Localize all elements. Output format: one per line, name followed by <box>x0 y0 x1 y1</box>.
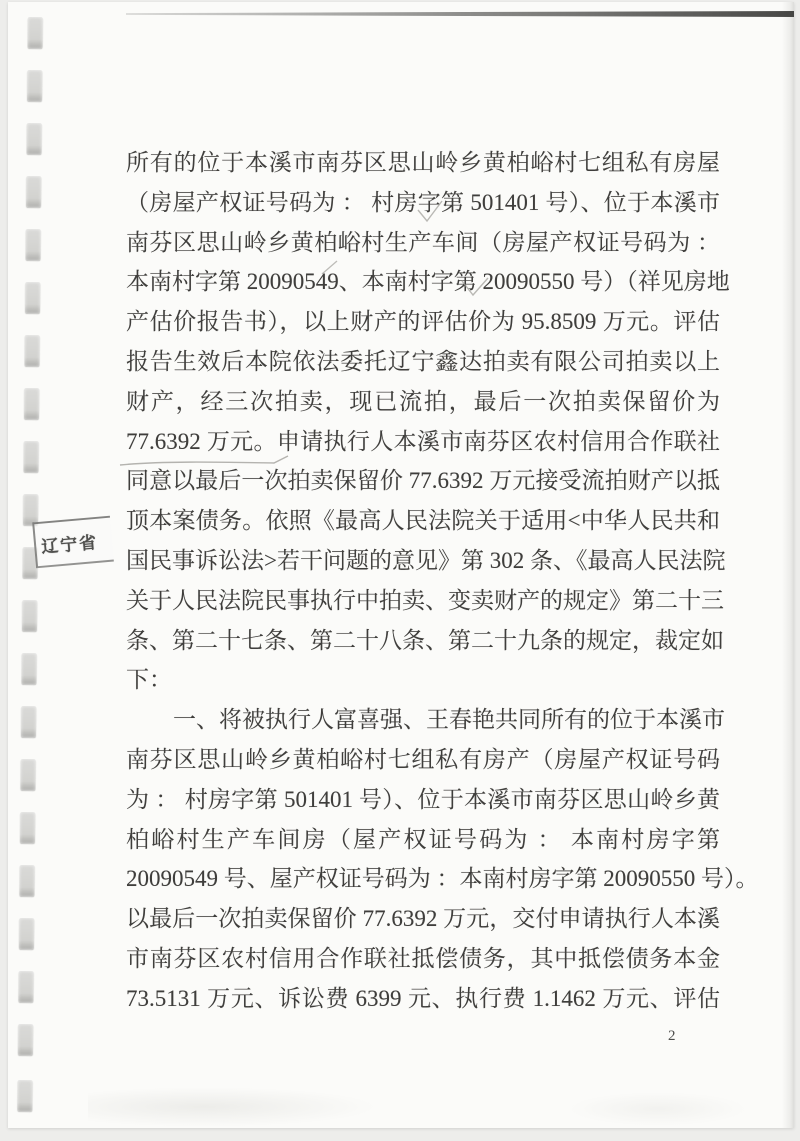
text-line: 同意以最后一次拍卖保留价 77.6392 万元接受流拍财产以抵 <box>126 468 720 494</box>
province-stamp-text: 辽宁省 <box>40 532 99 557</box>
scan-smudge <box>568 1092 748 1126</box>
text-line: 市南芬区农村信用合作联社抵偿债务，其中抵偿债务本金 <box>126 945 720 971</box>
text-line: 财产，经三次拍卖，现已流拍，最后一次拍卖保留价为 <box>126 388 720 414</box>
binder-hole <box>24 388 39 419</box>
text-line: 所有的位于本溪市南芬区思山岭乡黄柏峪村七组私有房屋 <box>126 150 720 175</box>
text-line: 73.5131 万元、诉讼费 6399 元、执行费 1.1462 万元、评估 <box>126 985 720 1011</box>
text-line: 20090549 号、屋产权证号码为 ：本南村房字第 20090550 号）。 <box>126 866 759 892</box>
binder-hole <box>27 123 42 154</box>
text-line: 为 ： 村房字第 501401 号）、位于本溪市南芬区思山岭乡黄 <box>126 786 720 812</box>
province-stamp <box>32 516 114 569</box>
text-line: 77.6392 万元。申请执行人本溪市南芬区农村信用合作联社 <box>126 428 720 454</box>
text-line: 本南村字第 20090549、本南村字第 20090550 号）（祥见房地 <box>126 269 730 295</box>
binder-hole <box>28 17 43 48</box>
binder-hole <box>19 865 34 896</box>
binder-hole <box>18 971 33 1002</box>
text-line: 南芬区思山岭乡黄柏峪村七组私有房产（房屋产权证号码 <box>126 746 720 772</box>
body-text <box>126 143 759 1019</box>
binder-hole <box>25 335 40 366</box>
binder-hole <box>17 1080 32 1111</box>
text-line: 南芬区思山岭乡黄柏峪村生产车间（房屋产权证号码为 ： <box>126 229 720 255</box>
document-page <box>8 2 794 1128</box>
text-line: 条、第二十七条、第二十八条、第二十九条的规定，裁定如 <box>126 627 724 653</box>
scan-smudge <box>88 1087 378 1127</box>
binder-hole <box>19 918 34 949</box>
binder-hole <box>18 1024 33 1055</box>
binder-hole <box>23 441 38 472</box>
binder-hole <box>20 812 35 843</box>
binder-hole <box>27 70 42 101</box>
text-line: 以最后一次拍卖保留价 77.6392 万元，交付申请执行人本溪 <box>126 906 720 932</box>
binder-hole <box>22 600 37 631</box>
binder-hole <box>26 229 41 260</box>
text-line: 一、将被执行人富喜强、王春艳共同所有的位于本溪市 <box>173 707 725 733</box>
text-line: 产估价报告书），以上财产的评估价为 95.8509 万元。评估 <box>126 309 720 335</box>
binder-hole <box>26 176 41 207</box>
text-line: 关于人民法院民事执行中拍卖、变卖财产的规定》第二十三 <box>126 587 724 613</box>
text-line: 国民事诉讼法>若干问题的意见》第 302 条、《最高人民法院 <box>126 547 726 573</box>
binder-hole <box>21 653 36 684</box>
text-line: 下： <box>126 667 172 693</box>
text-line: 报告生效后本院依法委托辽宁鑫达拍卖有限公司拍卖以上 <box>126 348 720 374</box>
scan-edge-line <box>126 11 794 17</box>
page-number: 2 <box>668 1028 676 1044</box>
text-line: 顶本案债务。依照《最高人民法院关于适用<中华人民共和 <box>126 508 720 534</box>
binder-hole <box>23 494 38 525</box>
text-line: （房屋产权证号码为 ： 村房字第 501401 号）、位于本溪市 <box>126 189 720 215</box>
text-line: 柏峪村生产车间房（屋产权证号码为 ： 本南村房字第 <box>126 826 720 852</box>
binder-hole <box>21 706 36 737</box>
binder-hole <box>25 282 40 313</box>
binder-hole <box>20 759 35 790</box>
